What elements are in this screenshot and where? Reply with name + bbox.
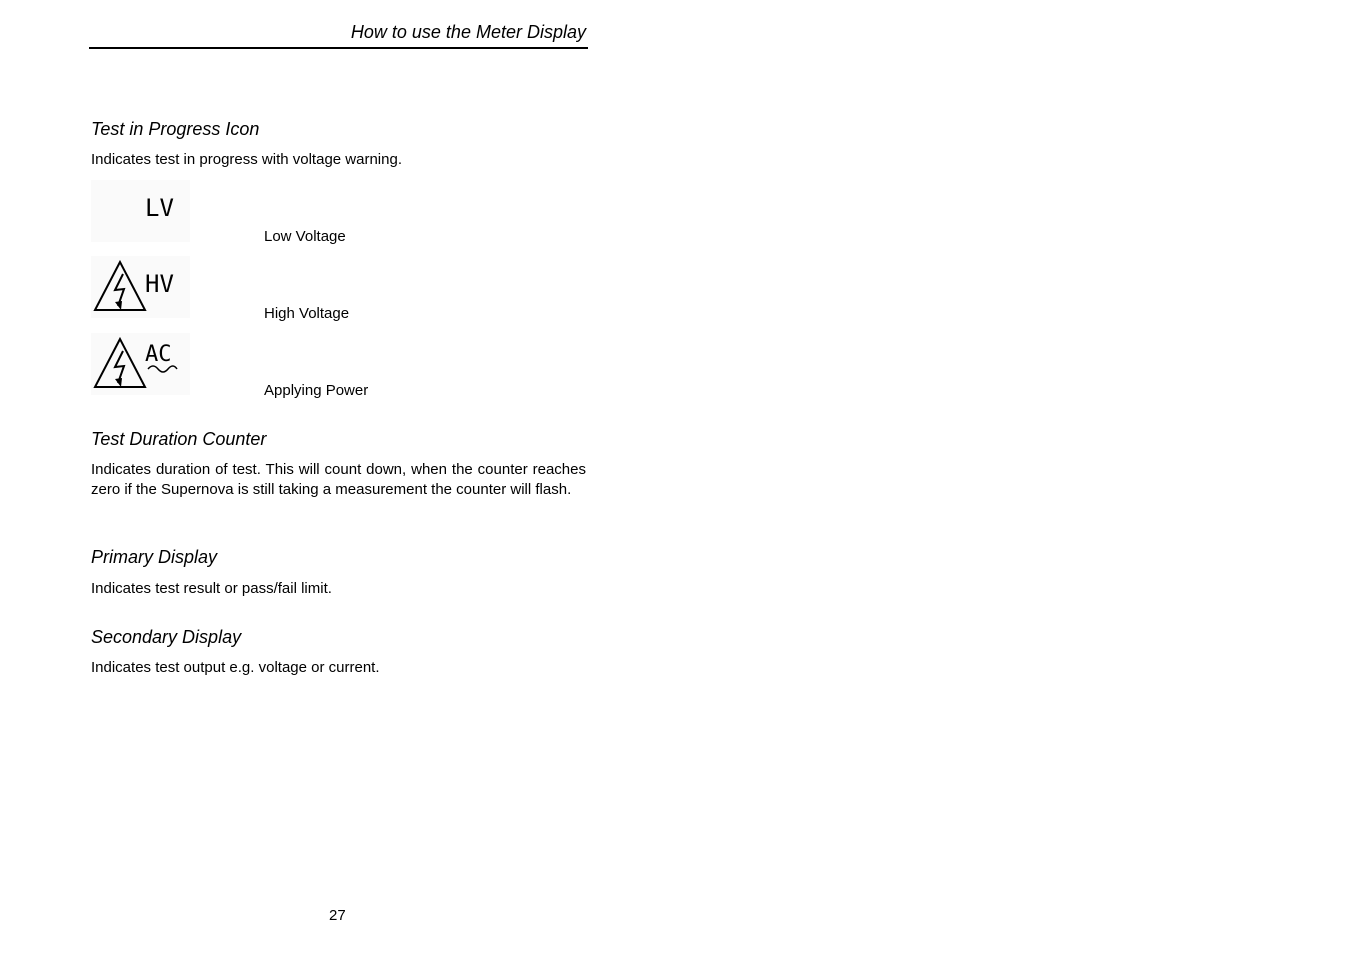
description-primary-display: Indicates test result or pass/fail limit. — [91, 580, 332, 597]
description-test-in-progress: Indicates test in progress with voltage warning. — [91, 151, 402, 168]
lv-icon — [91, 180, 190, 242]
icon-label-low-voltage: Low Voltage — [264, 228, 346, 245]
page-number: 27 — [329, 907, 346, 924]
svg-text:LV: LV — [145, 194, 174, 222]
heading-test-in-progress-icon: Test in Progress Icon — [91, 119, 260, 139]
heading-secondary-display: Secondary Display — [91, 627, 242, 647]
hv-warning-icon — [91, 256, 190, 318]
svg-text:HV: HV — [145, 270, 174, 298]
heading-test-duration-counter: Test Duration Counter — [91, 429, 267, 449]
icon-label-applying-power: Applying Power — [264, 382, 369, 399]
icon-label-high-voltage: High Voltage — [264, 305, 350, 322]
description-test-duration: Indicates duration of test. This will count down, when the counter reaches zero if the Supernova is still taking a measurement the counter will flash. — [91, 461, 586, 498]
heading-primary-display: Primary Display — [91, 547, 218, 567]
page-header-title: How to use the Meter Display — [350, 22, 586, 42]
page-header — [89, 20, 588, 49]
svg-text:AC: AC — [145, 342, 172, 367]
description-secondary-display: Indicates test output e.g. voltage or current. — [91, 659, 380, 676]
ac-warning-icon — [91, 333, 190, 395]
